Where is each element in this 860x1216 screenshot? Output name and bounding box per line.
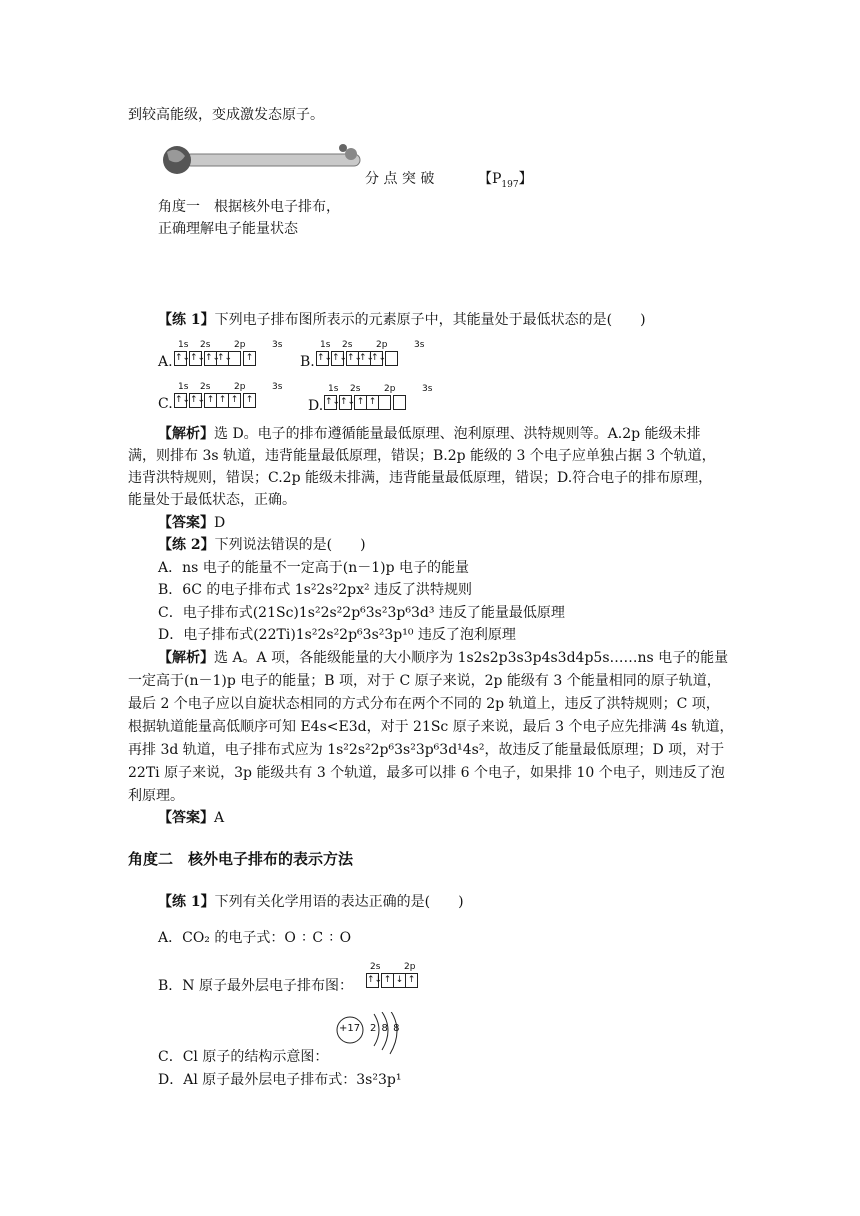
q2-analysis-line4: 根据轨道能量高低顺序可知 E4s<E3d，对于 21Sc 原子来说，最后 3 个电子应先排满 4s 轨道， [128, 719, 734, 735]
q3-option-d: D．Al 原子最外层电子排布式：3s²3p¹ [158, 1072, 402, 1088]
orbital-caption: 2p [404, 962, 416, 972]
orbital-box: ↑↓ [358, 351, 371, 366]
q2-analysis-line3: 最后 2 个电子应以自旋状态相同的方式分布在两个不同的 2p 轨道上，违反了洪特规则；C 项， [128, 696, 720, 712]
orbital-box: ↑ [381, 973, 394, 988]
q1-analysis-line2: 满，则排布 3s 轨道，违背能量最低原理，错误；B.2p 能级的 3 个电子应单独占据 3 个轨道， [128, 448, 716, 464]
cl-structure-diagram [330, 1012, 410, 1066]
orbital-box: ↑ [243, 393, 256, 408]
orbital-caption: 2s [200, 340, 211, 350]
q2-analysis-line2: 一定高于(n－1)p 电子的能量；B 项，对于 C 原子来说，2p 能级有 3 个能量相同的原子轨道， [128, 673, 721, 689]
orbital-box: ↑↓ [346, 351, 359, 366]
orbital-box: ↑↓ [370, 351, 383, 366]
q1-analysis-line1: 【解析】选 D。电子的排布遵循能量最低原理、泡利原理、洪特规则等。A.2p 能级未排 [158, 426, 701, 442]
angle2-title: 角度二 核外电子排布的表示方法 [128, 850, 354, 868]
orbital-box: ↑↓ [174, 351, 187, 366]
orbital-box [385, 351, 398, 366]
top-line: 到较高能级，变成激发态原子。 [128, 107, 324, 123]
co2-electron-formula: O ∶ C ∶ O [284, 930, 353, 946]
orbital-box: ↑ [243, 351, 256, 366]
q3-stem: 【练 1】下列有关化学用语的表达正确的是( ) [158, 894, 464, 910]
q3-option-a: A．CO₂ 的电子式：O ∶ C ∶ O [158, 930, 353, 946]
q1-stem: 【练 1】下列电子排布图所表示的元素原子中，其能量处于最低状态的是( ) [158, 312, 646, 328]
section-banner [155, 140, 375, 180]
orbital-caption: 3s [414, 340, 425, 350]
orbital-caption: 2p [376, 340, 388, 350]
orbital-box: ↑↓ [189, 393, 202, 408]
orbital-box: ↑↓ [189, 351, 202, 366]
q2-answer: 【答案】A [158, 810, 225, 826]
q3-option-c: C．Cl 原子的结构示意图： [158, 1049, 329, 1065]
orbital-box: ↑↓ [339, 395, 352, 410]
orbital-box: ↑ [216, 393, 229, 408]
q2-analysis-line5: 再排 3d 轨道，电子排布式应为 1s²2s²2p⁶3s²3p⁶3d¹4s²，故违反了能量最低原理；D 项，对于 [128, 742, 725, 758]
orbital-caption: 2p [234, 340, 246, 350]
q1-analysis-line4: 能量处于最低状态，正确。 [128, 492, 296, 508]
q2-option-a: A．ns 电子的能量不一定高于(n－1)p 电子的能量 [158, 560, 470, 576]
orbital-box: ↑↓ [174, 393, 187, 408]
banner-page-ref: 【$P_{197}$】 [478, 171, 533, 190]
orbital-box: ↑ [354, 395, 367, 410]
orbital-caption: 2s [342, 340, 353, 350]
angle1-line1: 角度一 根据核外电子排布， [158, 199, 340, 215]
orbital-box: ↑↓ [204, 351, 217, 366]
banner-decoration-icon [155, 140, 375, 180]
q1-analysis-line3: 违背洪特规则，错误；C.2p 能级未排满，违背能量最低原理，错误；D.符合电子的排布原理， [128, 470, 713, 486]
orbital-box [393, 395, 406, 410]
orbital-box: ↑ [204, 393, 217, 408]
q2-analysis-line6: 22Ti 原子来说，3p 能级共有 3 个轨道，最多可以排 6 个电子，如果排 10 个电子，则违反了泡 [128, 765, 725, 781]
q1-option-label: C. [158, 396, 173, 412]
orbital-caption: 2p [234, 382, 246, 392]
orbital-caption: 2s [200, 382, 211, 392]
orbital-caption: 2s [350, 384, 361, 394]
cl-nucleus-label: +17 [339, 1023, 361, 1034]
orbital-caption: 1s [178, 340, 189, 350]
orbital-caption: 2s [370, 962, 381, 972]
q3-option-b: B．N 原子最外层电子排布图： [158, 978, 353, 994]
cl-shell-electrons: 2 8 8 [370, 1023, 401, 1034]
q1-option-label: D. [308, 398, 324, 414]
orbital-box: ↑↓ [324, 395, 337, 410]
orbital-caption: 3s [272, 340, 283, 350]
orbital-box: ↓ [393, 973, 406, 988]
q2-option-c: C．电子排布式(21Sc)1s²2s²2p⁶3s²3p⁶3d³ 违反了能量最低原理 [158, 605, 565, 621]
orbital-caption: 3s [272, 382, 283, 392]
orbital-box: ↑ [366, 395, 379, 410]
q2-option-b: B．6C 的电子排布式 1s²2s²2px² 违反了洪特规则 [158, 582, 473, 598]
orbital-caption: 1s [328, 384, 339, 394]
orbital-box: ↑↓ [216, 351, 229, 366]
q2-option-d: D．电子排布式(22Ti)1s²2s²2p⁶3s²3p¹⁰ 违反了泡利原理 [158, 627, 516, 643]
orbital-box: ↑ [228, 393, 241, 408]
angle1-line2: 正确理解电子能量状态 [158, 221, 298, 237]
orbital-caption: 1s [178, 382, 189, 392]
q2-analysis-line7: 利原理。 [128, 788, 184, 804]
orbital-caption: 1s [320, 340, 331, 350]
orbital-box: ↑↓ [366, 973, 379, 988]
orbital-box: ↑↓ [331, 351, 344, 366]
orbital-caption: 2p [384, 384, 396, 394]
banner-label: 分 点 突 破 [365, 171, 435, 187]
q2-analysis-line1: 【解析】选 A。A 项，各能级能量的大小顺序为 1s2s2p3s3p4s3d4p5s……ns 电子的能量 [158, 650, 729, 666]
orbital-caption: 3s [422, 384, 433, 394]
orbital-box: ↑↓ [316, 351, 329, 366]
orbital-box: ↑ [405, 973, 418, 988]
q1-option-label: B. [300, 354, 315, 370]
q2-stem: 【练 2】下列说法错误的是( ) [158, 537, 366, 553]
q1-answer: 【答案】D [158, 515, 226, 531]
q1-option-label: A. [158, 354, 173, 370]
